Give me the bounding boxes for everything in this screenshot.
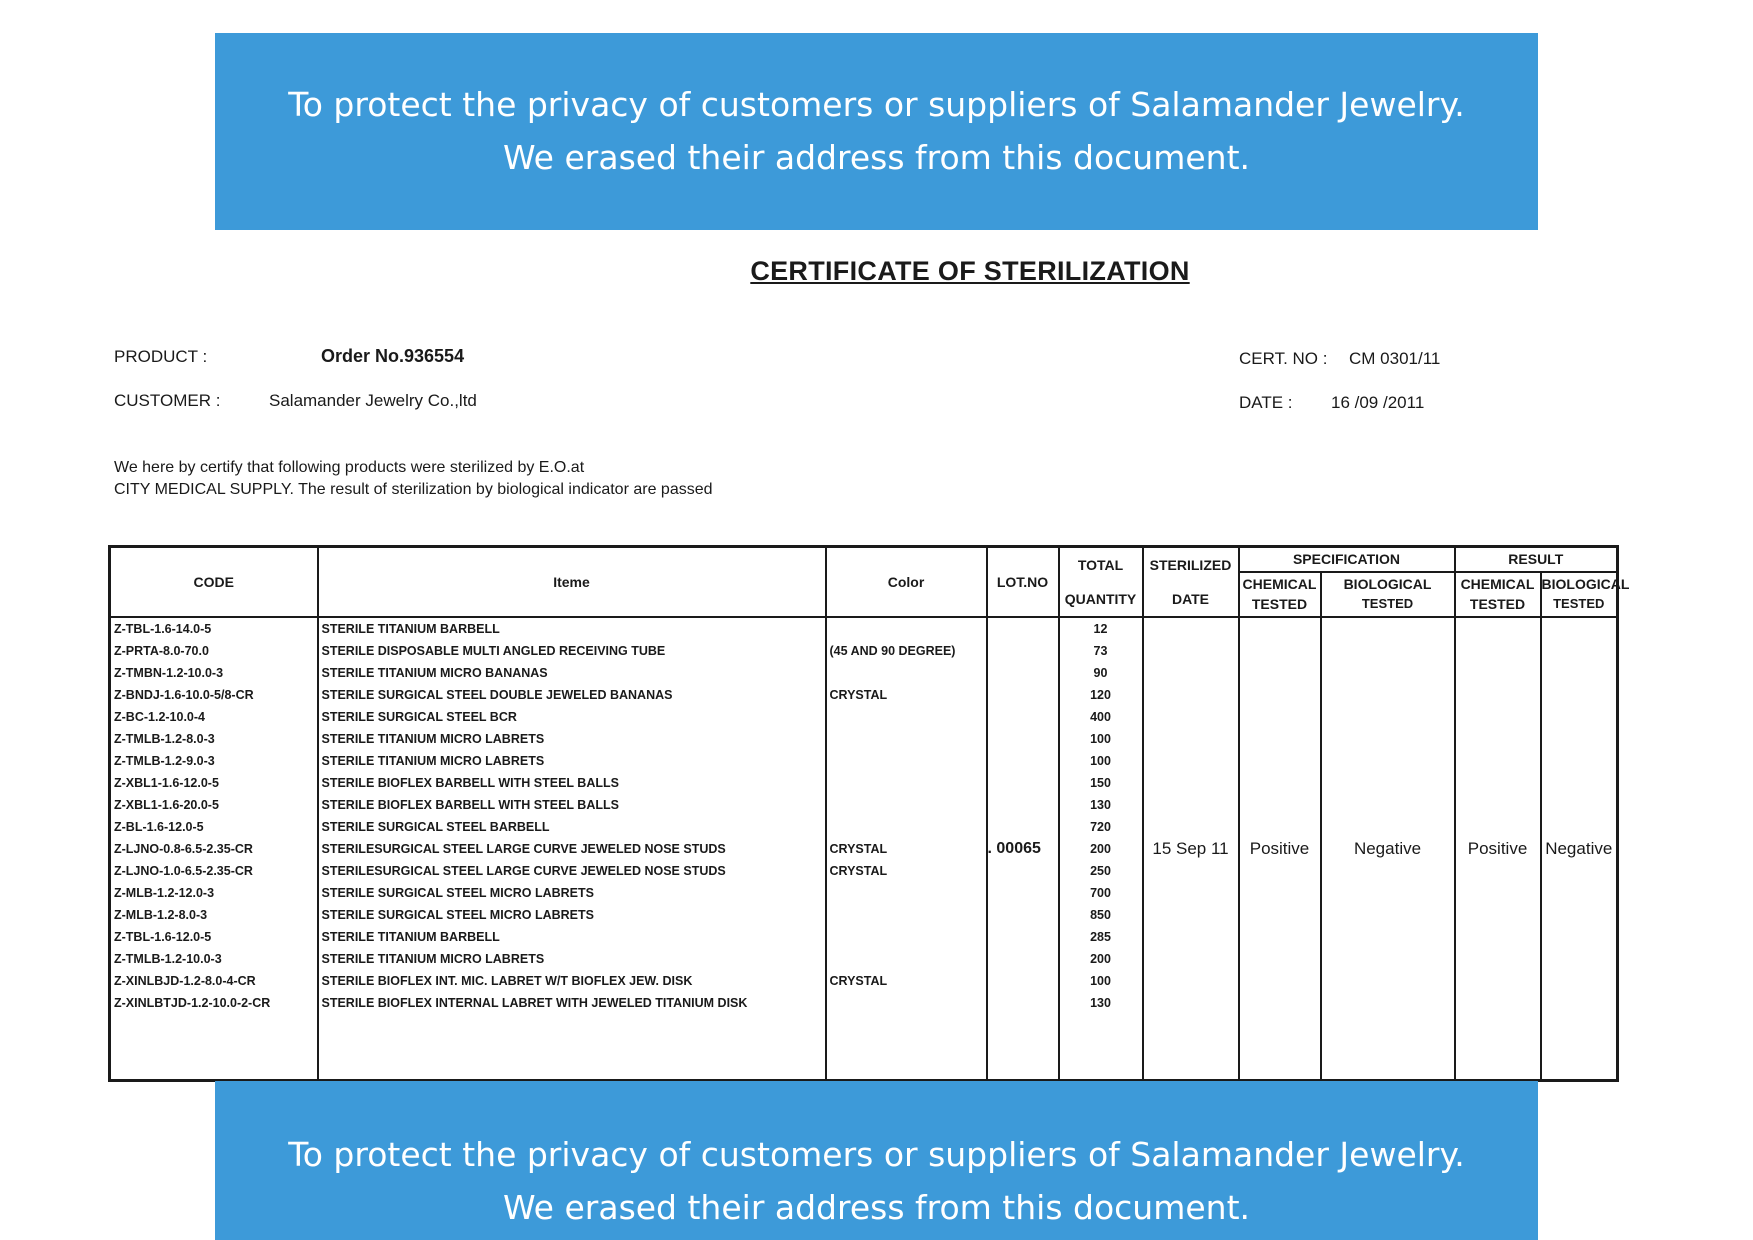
row-item: STERILESURGICAL STEEL LARGE CURVE JEWELED NOSE STUDS (321, 864, 726, 878)
row-quantity: 150 (1090, 776, 1111, 790)
statement-line-1: We here by certify that following products were sterilized by E.O.at (114, 459, 585, 476)
privacy-banner-line-1: To protect the privacy of customers or suppliers of Salamander Jewelry. (288, 85, 1465, 124)
row-color (827, 772, 986, 794)
row-item: STERILE TITANIUM MICRO BANANAS (321, 666, 548, 680)
row-code: Z-LJNO-0.8-6.5-2.35-CR (114, 842, 253, 856)
row-quantity: 200 (1090, 952, 1111, 966)
header-result-chemical-top: CHEMICAL (1460, 576, 1535, 593)
row-item: STERILE TITANIUM BARBELL (321, 930, 500, 944)
row-item: STERILE TITANIUM MICRO LABRETS (321, 732, 545, 746)
row-item: STERILE BIOFLEX BARBELL WITH STEEL BALLS (321, 776, 619, 790)
row-color (827, 794, 986, 816)
row-code: Z-BL-1.6-12.0-5 (114, 820, 204, 834)
cert-no-label: CERT. NO : (1239, 349, 1328, 368)
header-spec-biological (1321, 572, 1455, 617)
row-color (827, 706, 986, 728)
row-item: STERILE SURGICAL STEEL DOUBLE JEWELED BANANAS (321, 688, 673, 702)
header-specification: SPECIFICATION (1239, 547, 1455, 572)
header-spec-chemical-top: CHEMICAL (1242, 576, 1317, 593)
row-code: Z-LJNO-1.0-6.5-2.35-CR (114, 864, 253, 878)
row-color (827, 816, 986, 838)
privacy-banner-bottom (215, 1081, 1538, 1240)
customer-value: Salamander Jewelry Co.,ltd (269, 391, 477, 410)
header-code: CODE (110, 547, 318, 618)
header-total-bottom: QUANTITY (1064, 591, 1137, 607)
row-color (827, 750, 986, 772)
row-color (827, 948, 986, 970)
cert-no-value: CM 0301/11 (1349, 349, 1441, 368)
header-sterilized-date (1143, 547, 1239, 618)
row-color (827, 992, 986, 1014)
row-code: Z-TMLB-1.2-10.0-3 (114, 952, 222, 966)
row-code: Z-BNDJ-1.6-10.0-5/8-CR (114, 688, 254, 702)
row-quantity: 120 (1090, 688, 1111, 702)
date-value: 16 /09 /2011 (1331, 393, 1425, 412)
header-result-biological-top: BIOLOGICAL (1541, 576, 1630, 593)
row-quantity: 850 (1090, 908, 1111, 922)
header-spec-chemical (1239, 572, 1321, 617)
header-sterilized-bottom: DATE (1171, 591, 1210, 607)
row-quantity: 90 (1093, 666, 1108, 680)
privacy-banner-top (215, 33, 1538, 230)
row-quantity: 100 (1090, 974, 1111, 988)
row-item: STERILE BIOFLEX BARBELL WITH STEEL BALLS (321, 798, 619, 812)
row-code: Z-TBL-1.6-14.0-5 (114, 622, 212, 636)
row-color: CRYSTAL (829, 842, 888, 856)
header-total-top: TOTAL (1077, 557, 1124, 573)
row-code: Z-BC-1.2-10.0-4 (114, 710, 205, 724)
row-code: Z-MLB-1.2-12.0-3 (114, 886, 215, 900)
row-color (827, 662, 986, 684)
privacy-banner-line-2: We erased their address from this document. (502, 138, 1250, 177)
row-quantity: 200 (1090, 842, 1111, 856)
header-result-chemical (1455, 572, 1541, 617)
spec-biological-cell: Negative (1321, 617, 1455, 1081)
row-code: Z-XBL1-1.6-12.0-5 (114, 776, 219, 790)
row-item: STERILE TITANIUM MICRO LABRETS (321, 754, 545, 768)
privacy-banner-line-1: To protect the privacy of customers or suppliers of Salamander Jewelry. (288, 1135, 1465, 1174)
row-item: STERILE BIOFLEX INTERNAL LABRET WITH JEWELED TITANIUM DISK (321, 996, 748, 1010)
result-chemical-cell: Positive (1455, 617, 1541, 1081)
row-item: STERILE SURGICAL STEEL MICRO LABRETS (321, 886, 594, 900)
row-code: Z-MLB-1.2-8.0-3 (114, 908, 208, 922)
product-value: Order No.936554 (321, 346, 465, 366)
quantity-column (1059, 617, 1143, 1081)
header-spec-biological-bottom: TESTED (1361, 596, 1414, 612)
header-item: Iteme (318, 547, 826, 618)
row-code: Z-TBL-1.6-12.0-5 (114, 930, 212, 944)
row-code: Z-XINLBTJD-1.2-10.0-2-CR (114, 996, 271, 1010)
row-code: Z-XINLBJD-1.2-8.0-4-CR (114, 974, 256, 988)
row-code: Z-TMBN-1.2-10.0-3 (114, 666, 224, 680)
document-title: CERTIFICATE OF STERILIZATION (750, 256, 1190, 286)
row-color: CRYSTAL (829, 864, 888, 878)
row-quantity: 130 (1090, 996, 1111, 1010)
row-quantity: 130 (1090, 798, 1111, 812)
certification-statement (114, 457, 713, 501)
row-code: Z-PRTA-8.0-70.0 (114, 644, 209, 658)
sterilized-date-cell: 15 Sep 11 (1143, 617, 1239, 1081)
header-spec-biological-top: BIOLOGICAL (1343, 576, 1432, 593)
header-spec-chemical-bottom: TESTED (1251, 596, 1308, 613)
row-item: STERILE SURGICAL STEEL BCR (321, 710, 517, 724)
row-item: STERILE BIOFLEX INT. MIC. LABRET W/T BIOFLEX JEW. DISK (321, 974, 693, 988)
row-code: Z-TMLB-1.2-9.0-3 (114, 754, 215, 768)
row-quantity: 700 (1090, 886, 1111, 900)
row-quantity: 100 (1090, 732, 1111, 746)
row-color: CRYSTAL (829, 974, 888, 988)
row-color: (45 AND 90 DEGREE) (829, 644, 956, 658)
row-quantity: 12 (1093, 622, 1108, 636)
header-result-chemical-bottom: TESTED (1469, 596, 1526, 613)
header-color: Color (826, 547, 987, 618)
header-result: RESULT (1455, 547, 1618, 572)
header-result-biological-bottom: TESTED (1553, 596, 1605, 612)
color-column (826, 617, 987, 1081)
statement-line-2: CITY MEDICAL SUPPLY. The result of sterilization by biological indicator are passed (114, 481, 713, 498)
privacy-banner-line-2: We erased their address from this document. (502, 1188, 1250, 1227)
row-quantity: 400 (1090, 710, 1111, 724)
result-biological-cell: Negative (1541, 617, 1618, 1081)
row-color (827, 882, 986, 904)
spec-chemical-cell: Positive (1239, 617, 1321, 1081)
row-color (827, 618, 986, 640)
row-color (827, 728, 986, 750)
lot-no-cell: . 00065 (987, 617, 1059, 1081)
row-code: Z-XBL1-1.6-20.0-5 (114, 798, 219, 812)
sterilization-table (108, 545, 1630, 1082)
header-lot-no: LOT.NO (987, 547, 1059, 618)
row-item: STERILE DISPOSABLE MULTI ANGLED RECEIVING TUBE (321, 644, 666, 658)
row-color (827, 904, 986, 926)
product-label: PRODUCT : (114, 347, 208, 366)
header-result-biological (1541, 572, 1630, 617)
row-color: CRYSTAL (829, 688, 888, 702)
code-column (110, 617, 318, 1081)
row-code: Z-TMLB-1.2-8.0-3 (114, 732, 215, 746)
row-color (827, 926, 986, 948)
row-item: STERILE TITANIUM BARBELL (321, 622, 500, 636)
item-column (318, 617, 826, 1081)
row-quantity: 73 (1093, 644, 1108, 658)
header-sterilized-top: STERILIZED (1149, 557, 1232, 573)
row-item: STERILE SURGICAL STEEL MICRO LABRETS (321, 908, 594, 922)
row-item: STERILE SURGICAL STEEL BARBELL (321, 820, 550, 834)
row-item: STERILE TITANIUM MICRO LABRETS (321, 952, 545, 966)
row-quantity: 250 (1090, 864, 1111, 878)
row-quantity: 720 (1090, 820, 1111, 834)
date-label: DATE : (1239, 393, 1293, 412)
header-total-quantity (1059, 547, 1143, 618)
row-item: STERILESURGICAL STEEL LARGE CURVE JEWELED NOSE STUDS (321, 842, 726, 856)
row-quantity: 100 (1090, 754, 1111, 768)
customer-label: CUSTOMER : (114, 391, 221, 410)
row-quantity: 285 (1090, 930, 1111, 944)
